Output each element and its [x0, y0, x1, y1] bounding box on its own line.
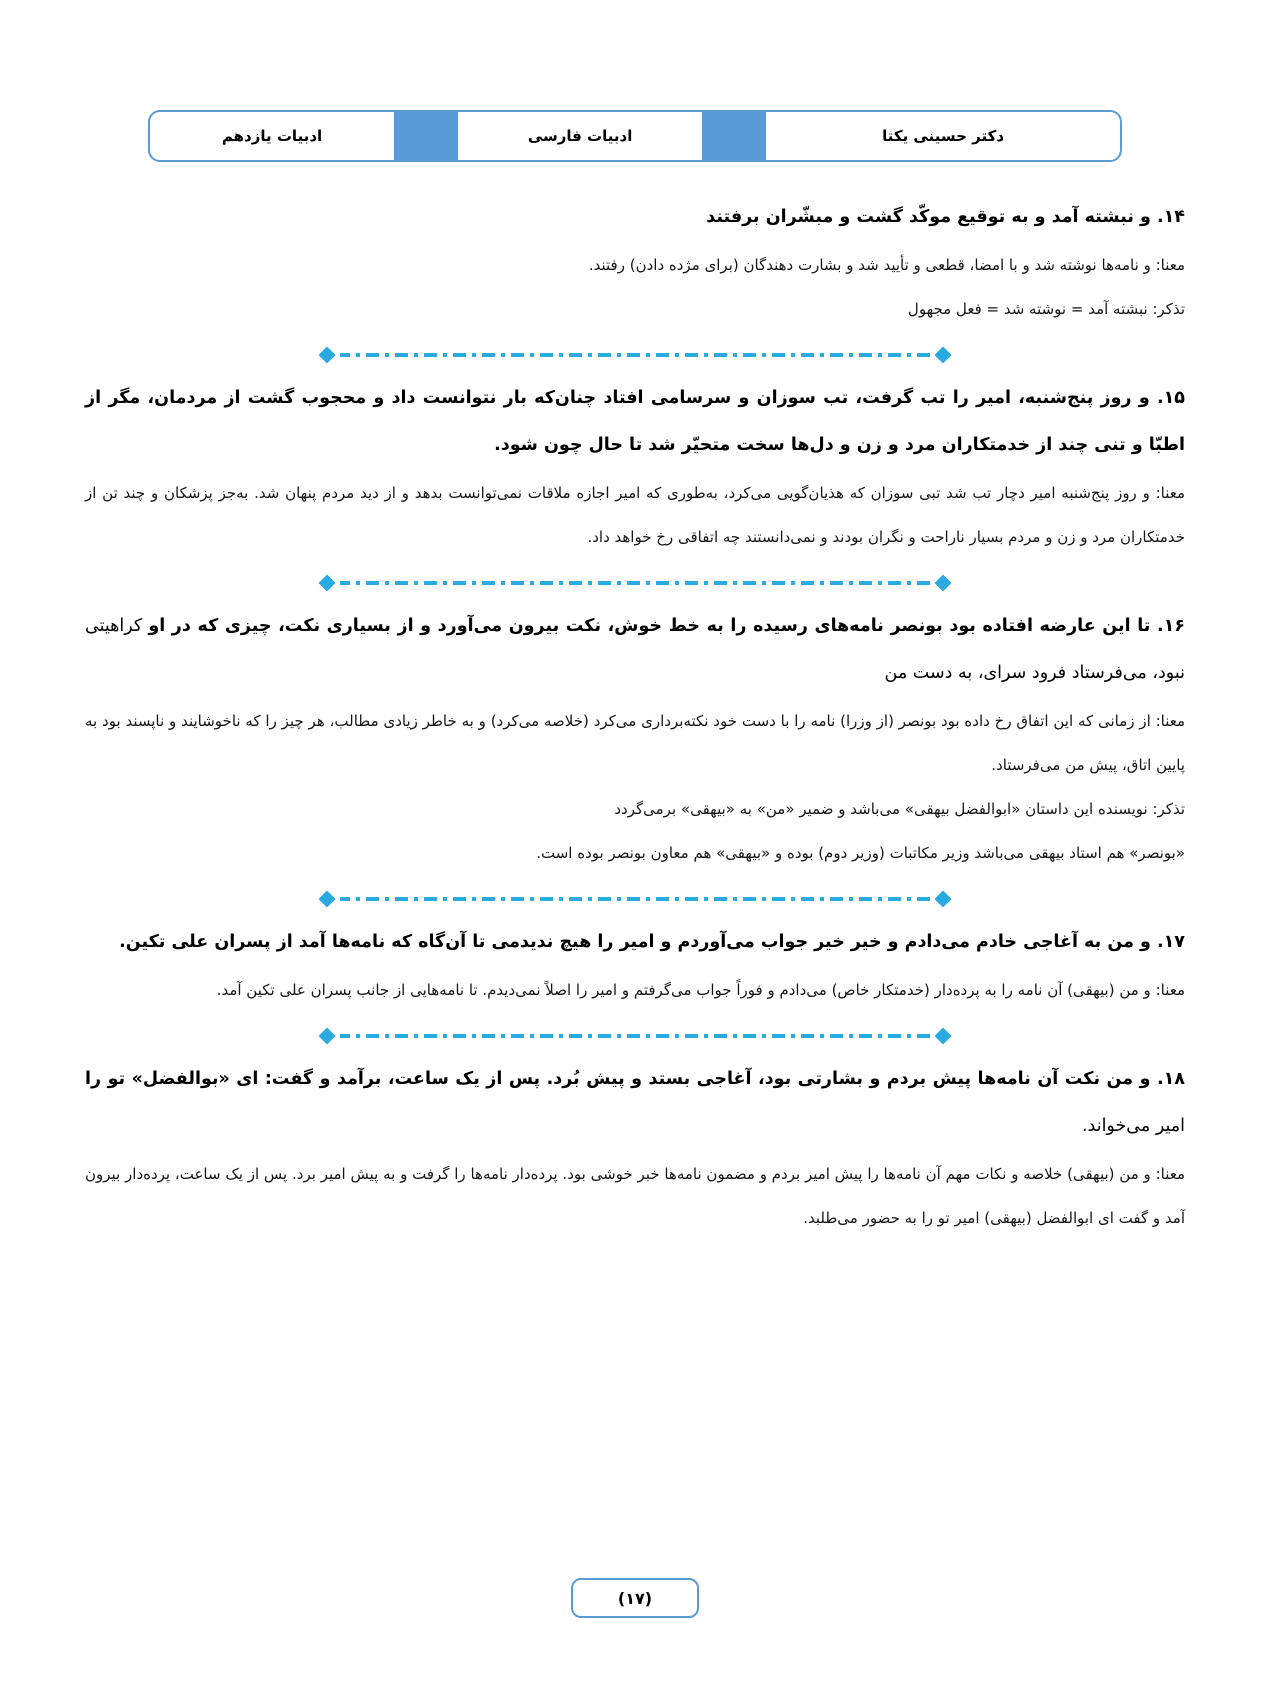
- text-run: تذکر: نویسنده این داستان «ابوالفضل بیهقی» می‌باشد و ضمیر «من» به «بیهقی» برمی‌گردد: [614, 800, 1185, 818]
- bold-text-run: ۱۶. تا این عارضه افتاده بود بونصر نامه‌های رسیده را به خط خوش، نکت بیرون می‌آورد و از بسیاری نکت، چیزی که در او: [148, 616, 1185, 636]
- section-14-heading: [85, 194, 1185, 241]
- content: [85, 180, 1185, 1240]
- section-16-paragraph-1: [85, 699, 1185, 787]
- text-run: کراهیتی نبود، می‌فرستاد فرود سرای، به دست من: [85, 616, 1185, 683]
- bold-text-run: ۱۴. و نبشته آمد و به توقیع موکّد گشت و مبشّران برفتند: [706, 207, 1185, 227]
- text-run: تذکر: نبشته آمد = نوشته شد = فعل مجهول: [907, 300, 1185, 318]
- text-run: معنا: و من (بیهقی) خلاصه و نکات مهم آن نامه‌ها را پیش امیر بردم و مضمون نامه‌ها خبر خوشی بود. پرده‌دار نامه‌ها را گرفت و به پیش امیر برد. پس از یک ساعت، پرده‌دار بیرون آمد و گفت ای ابوالفضل (بیهقی) امیر تو را به حضور می‌طلبد.: [85, 1165, 1185, 1227]
- footer: [571, 1578, 699, 1618]
- header-grade-label: ادبیات یازدهم: [221, 127, 323, 145]
- divider-dash-line: [340, 897, 930, 901]
- text-run: «بونصر» هم استاد بیهقی می‌باشد وزیر مکاتبات (وزیر دوم) بوده و «بیهقی» هم معاون بونصر بوده است.: [536, 844, 1185, 862]
- text-run: معنا: و روز پنج‌شنبه امیر دچار تب شد تبی سوزان که هذیان‌گویی می‌کرد، به‌طوری که امیر اجازه ملاقات نمی‌توانست بدهد و از دید مردم پنهان شد. به‌جز پزشکان و چند تن از خدمتکاران مرد و زن و مردم بسیار ناراحت و نگران بودند و نمی‌دانستند چه اتفاقی رخ خواهد داد.: [85, 484, 1185, 546]
- section-16-paragraph-2: [85, 787, 1185, 831]
- divider-dash-line: [340, 581, 930, 585]
- section-17-paragraph-1: [85, 968, 1185, 1012]
- section-17-heading: [85, 919, 1185, 966]
- divider-diamond-icon: [319, 575, 336, 592]
- header-author-label: دکتر حسینی یکتا: [882, 127, 1005, 145]
- page-number-badge: (۱۷): [571, 1578, 699, 1618]
- divider-diamond-icon: [319, 1028, 336, 1045]
- text-run: معنا: از زمانی که این اتفاق رخ داده بود بونصر (از وزرا) نامه را با دست خود نکته‌برداری می‌کرد (خلاصه می‌کرد) و به خاطر زیادی مطالب، هر چیز را که ناخوشایند و ناپسند بود به پایین اتاق، پیش من می‌فرستاد.: [85, 712, 1185, 774]
- section-15-heading: [85, 375, 1185, 469]
- section-divider: [321, 1030, 949, 1042]
- bold-text-run: ۱۸. و من نکت آن نامه‌ها پیش بردم و بشارتی بود، آغاجی بستد و پیش بُرد. پس از یک ساعت، برآمد و گفت: ای «بوالفضل» تو را: [85, 1069, 1185, 1089]
- section-divider: [321, 893, 949, 905]
- header-separator-block: [702, 112, 766, 160]
- divider-diamond-icon: [935, 1028, 952, 1045]
- header-bar: [148, 110, 1122, 162]
- bold-text-run: ۱۵. و روز پنج‌شنبه، امیر را تب گرفت، تب سوزان و سرسامی افتاد چنان‌که بار نتوانست داد و محجوب گشت از مردمان، مگر از اطبّا و تنی چند از خدمتکاران مرد و زن و دل‌ها سخت متحیّر شد تا حال چون شود.: [85, 388, 1185, 455]
- divider-diamond-icon: [935, 891, 952, 908]
- divider-diamond-icon: [935, 575, 952, 592]
- text-run: امیر می‌خواند.: [1081, 1116, 1185, 1136]
- section-18-heading: [85, 1056, 1185, 1150]
- text-run: معنا: و من (بیهقی) آن نامه را به پرده‌دار (خدمتکار خاص) می‌دادم و فوراً جواب می‌گرفتم و امیر را اصلاً نمی‌دیدم. تا نامه‌هایی از جانب پسران علی تکین آمد.: [216, 981, 1185, 999]
- section-16-paragraph-3: [85, 831, 1185, 875]
- divider-dash-line: [340, 353, 930, 357]
- section-15-paragraph-1: [85, 471, 1185, 559]
- section-16-heading: [85, 603, 1185, 697]
- header-separator-block: [394, 112, 458, 160]
- section-14-paragraph-2: [85, 287, 1185, 331]
- divider-dash-line: [340, 1034, 930, 1038]
- section-divider: [321, 349, 949, 361]
- divider-diamond-icon: [319, 347, 336, 364]
- header-subject-label: ادبیات فارسی: [527, 127, 633, 145]
- section-divider: [321, 577, 949, 589]
- bold-text-run: ۱۷. و من به آغاجی خادم می‌دادم و خیر خیر جواب می‌آوردم و امیر را هیچ ندیدمی تا آن‌گاه که نامه‌ها آمد از پسران علی تکین.: [119, 932, 1185, 952]
- divider-diamond-icon: [935, 347, 952, 364]
- divider-diamond-icon: [319, 891, 336, 908]
- text-run: معنا: و نامه‌ها نوشته شد و با امضا، قطعی و تأیید شد و بشارت دهندگان (برای مژده دادن) رفتند.: [588, 256, 1185, 274]
- section-14-paragraph-1: [85, 243, 1185, 287]
- section-18-paragraph-1: [85, 1152, 1185, 1240]
